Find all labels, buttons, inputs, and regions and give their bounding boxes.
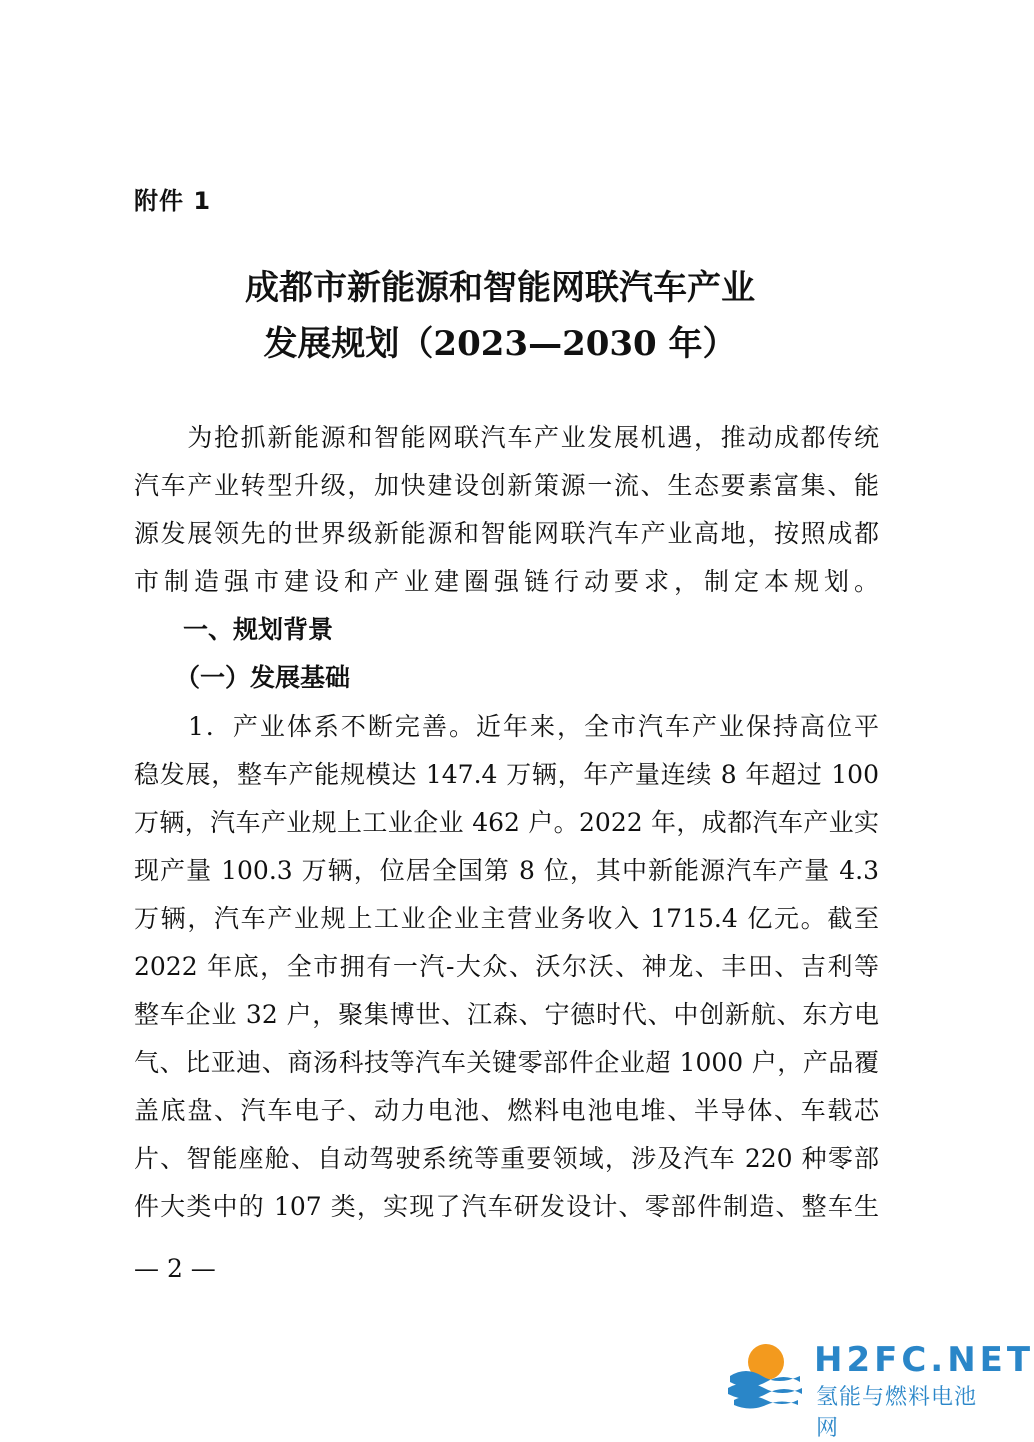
page-number: — 2 — — [134, 1254, 216, 1283]
text-line: 现产量 100.3 万辆，位居全国第 8 位，其中新能源汽车产量 4.3 — [134, 856, 879, 885]
subsection-heading: （一）发展基础 — [175, 663, 351, 692]
section-heading: 一、规划背景 — [183, 615, 334, 644]
attachment-label: 附件 1 — [134, 187, 212, 215]
body-paragraph — [134, 703, 879, 1231]
text-line: 稳发展，整车产能规模达 147.4 万辆，年产量连续 8 年超过 100 — [134, 760, 879, 789]
document-title-line-1: 成都市新能源和智能网联汽车产业 — [245, 268, 755, 308]
text-line: 片、智能座舱、自动驾驶系统等重要领域，涉及汽车 220 种零部 — [134, 1144, 879, 1173]
text-line: 汽车产业转型升级，加快建设创新策源一流、生态要素富集、能 — [134, 471, 879, 500]
watermark-subtitle: 氢能与燃料电池网 — [816, 1385, 978, 1441]
text-line: 整车企业 32 户，聚集博世、江森、宁德时代、中创新航、东方电 — [134, 1000, 879, 1029]
text-line: 源发展领先的世界级新能源和智能网联汽车产业高地，按照成都 — [134, 519, 879, 548]
text-line: 件大类中的 107 类，实现了汽车研发设计、零部件制造、整车生 — [134, 1192, 879, 1221]
wave-sun-logo-icon — [726, 1338, 804, 1408]
document-title-line-2: 发展规划（2023—2030 年） — [263, 324, 737, 364]
intro-paragraph — [134, 414, 879, 606]
watermark-brand: H2FC.NET — [814, 1340, 1034, 1380]
text-line: 盖底盘、汽车电子、动力电池、燃料电池电堆、半导体、车载芯 — [134, 1096, 879, 1125]
text-line: 万辆，汽车产业规上工业企业 462 户。2022 年，成都汽车产业实 — [134, 808, 879, 837]
text-line: 万辆，汽车产业规上工业企业主营业务收入 1715.4 亿元。截至 — [134, 904, 879, 933]
text-line: 气、比亚迪、商汤科技等汽车关键零部件企业超 1000 户，产品覆 — [134, 1048, 879, 1077]
watermark-logo — [726, 1338, 1034, 1441]
text-line: 市制造强市建设和产业建圈强链行动要求，制定本规划。 — [134, 567, 879, 596]
text-line: 1．产业体系不断完善。近年来，全市汽车产业保持高位平 — [134, 712, 879, 741]
text-line: 2022 年底，全市拥有一汽-大众、沃尔沃、神龙、丰田、吉利等 — [134, 952, 879, 981]
text-line: 为抢抓新能源和智能网联汽车产业发展机遇，推动成都传统 — [134, 423, 879, 452]
